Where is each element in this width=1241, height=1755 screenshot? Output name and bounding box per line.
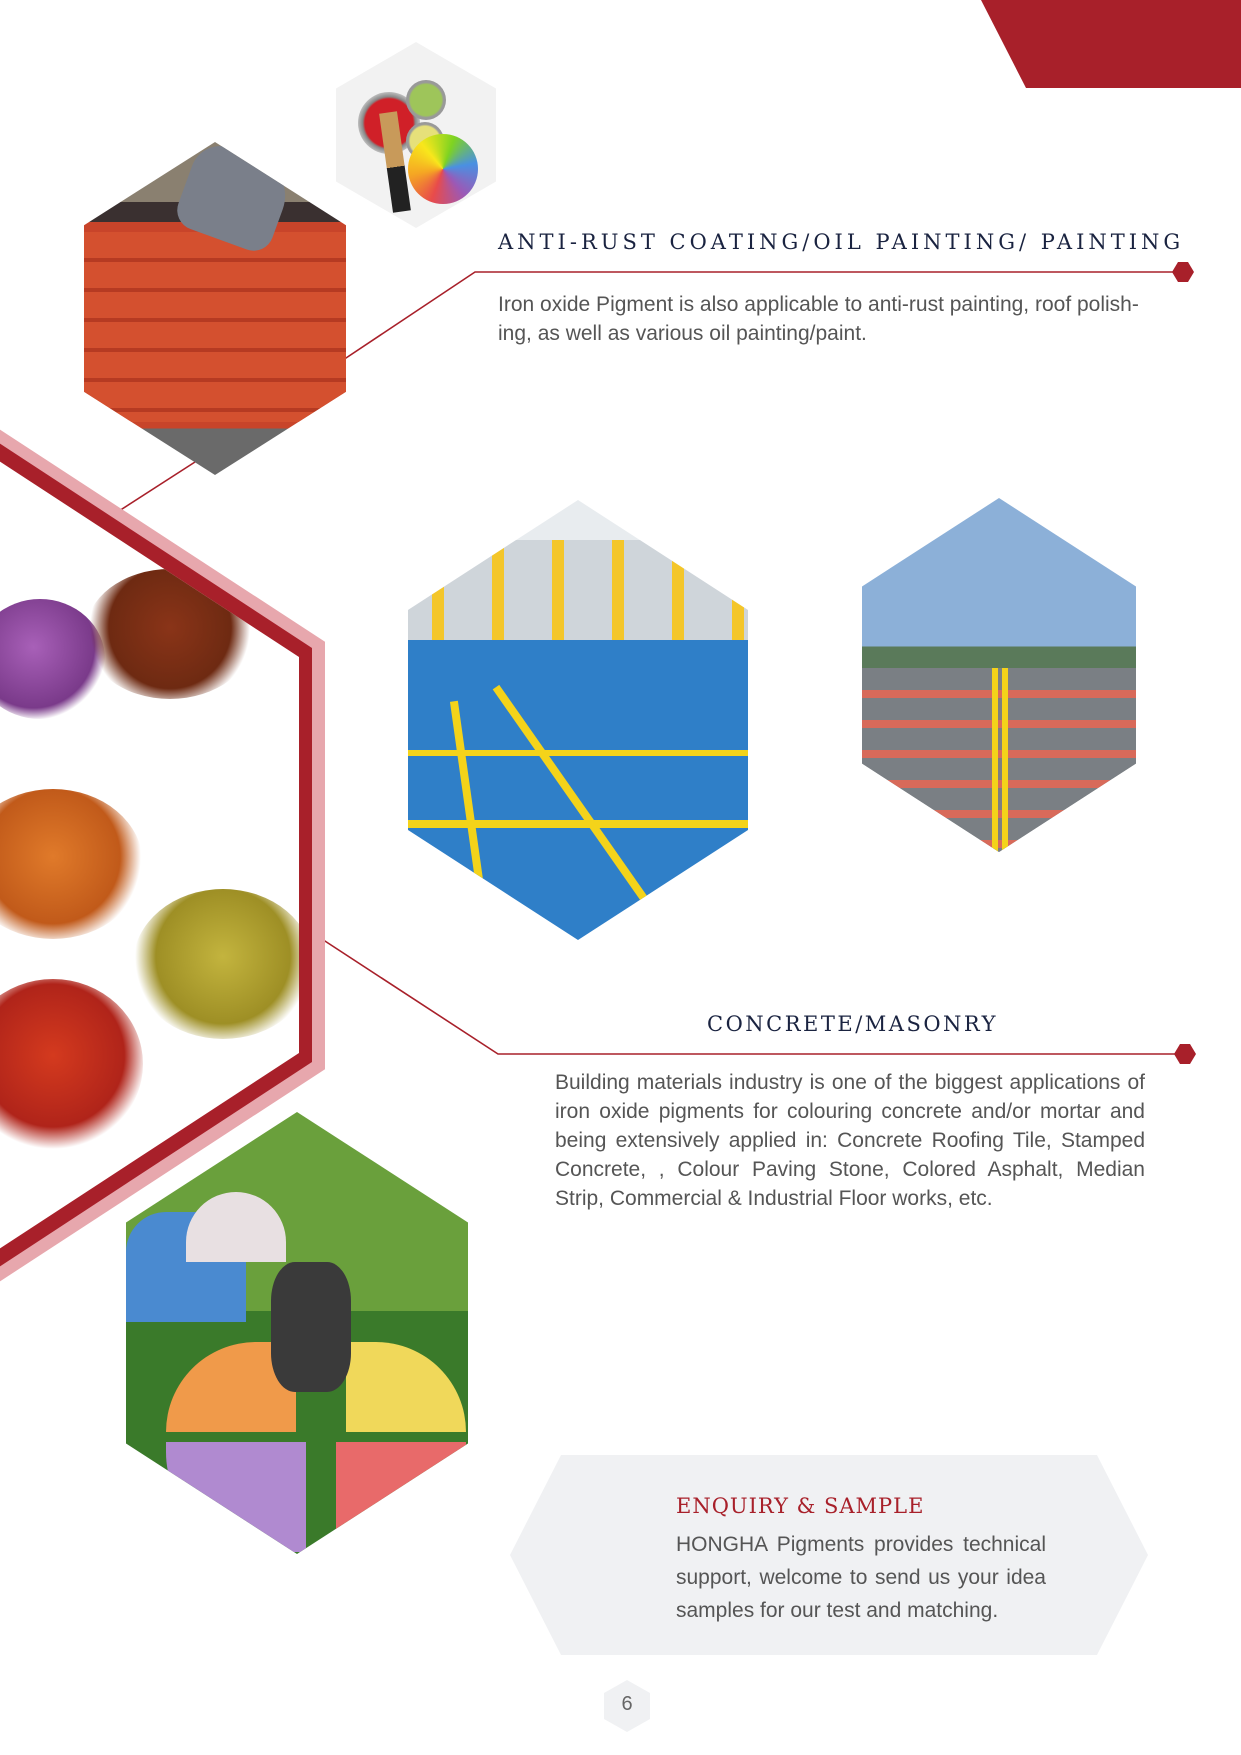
concrete-hex-bullet (1174, 1044, 1196, 1064)
color-swatch-fan (408, 134, 478, 204)
green-paint-can (406, 80, 446, 120)
floor-cross-line (408, 820, 748, 828)
pink-paving-stone (186, 1192, 286, 1262)
rust-section-heading: ANTI-RUST COATING/OIL PAINTING/ PAINTING (498, 230, 1185, 254)
enquiry-body: HONGHA Pigments provides technical support, welcome to send us your idea samples for our test and matching. (676, 1533, 1046, 1622)
floor-cross-line (408, 750, 748, 756)
road-center-line (1002, 668, 1008, 852)
orange-pigment (0, 789, 143, 939)
red-panel-stripes (84, 232, 346, 422)
red-pigment (0, 979, 143, 1149)
olive-pigment (133, 889, 299, 1039)
road-center-line (992, 668, 998, 852)
center-stump (271, 1262, 351, 1392)
enquiry-title: ENQUIRY & SAMPLE (676, 1494, 925, 1518)
rust-hex-bullet (1172, 262, 1194, 282)
concrete-section-heading: CONCRETE/MASONRY (707, 1012, 998, 1036)
rust-section-body: Iron oxide Pigment is also applicable to anti-rust painting, roof polish-ing, as well as various oil painting/paint. (498, 293, 1139, 345)
page-number: 6 (621, 1693, 633, 1715)
yellow-paving-stone (346, 1342, 466, 1432)
concrete-section-body: Building materials industry is one of the biggest applications of iron oxide pigments for colouring concrete and/or mortar and being extensively applied in: Concrete Roofing Tile, Stamped Concrete, , Colour Paving Stone, Colored Asphalt, Median Strip, Commercial & Industrial Floor works, etc. (555, 1071, 1145, 1210)
